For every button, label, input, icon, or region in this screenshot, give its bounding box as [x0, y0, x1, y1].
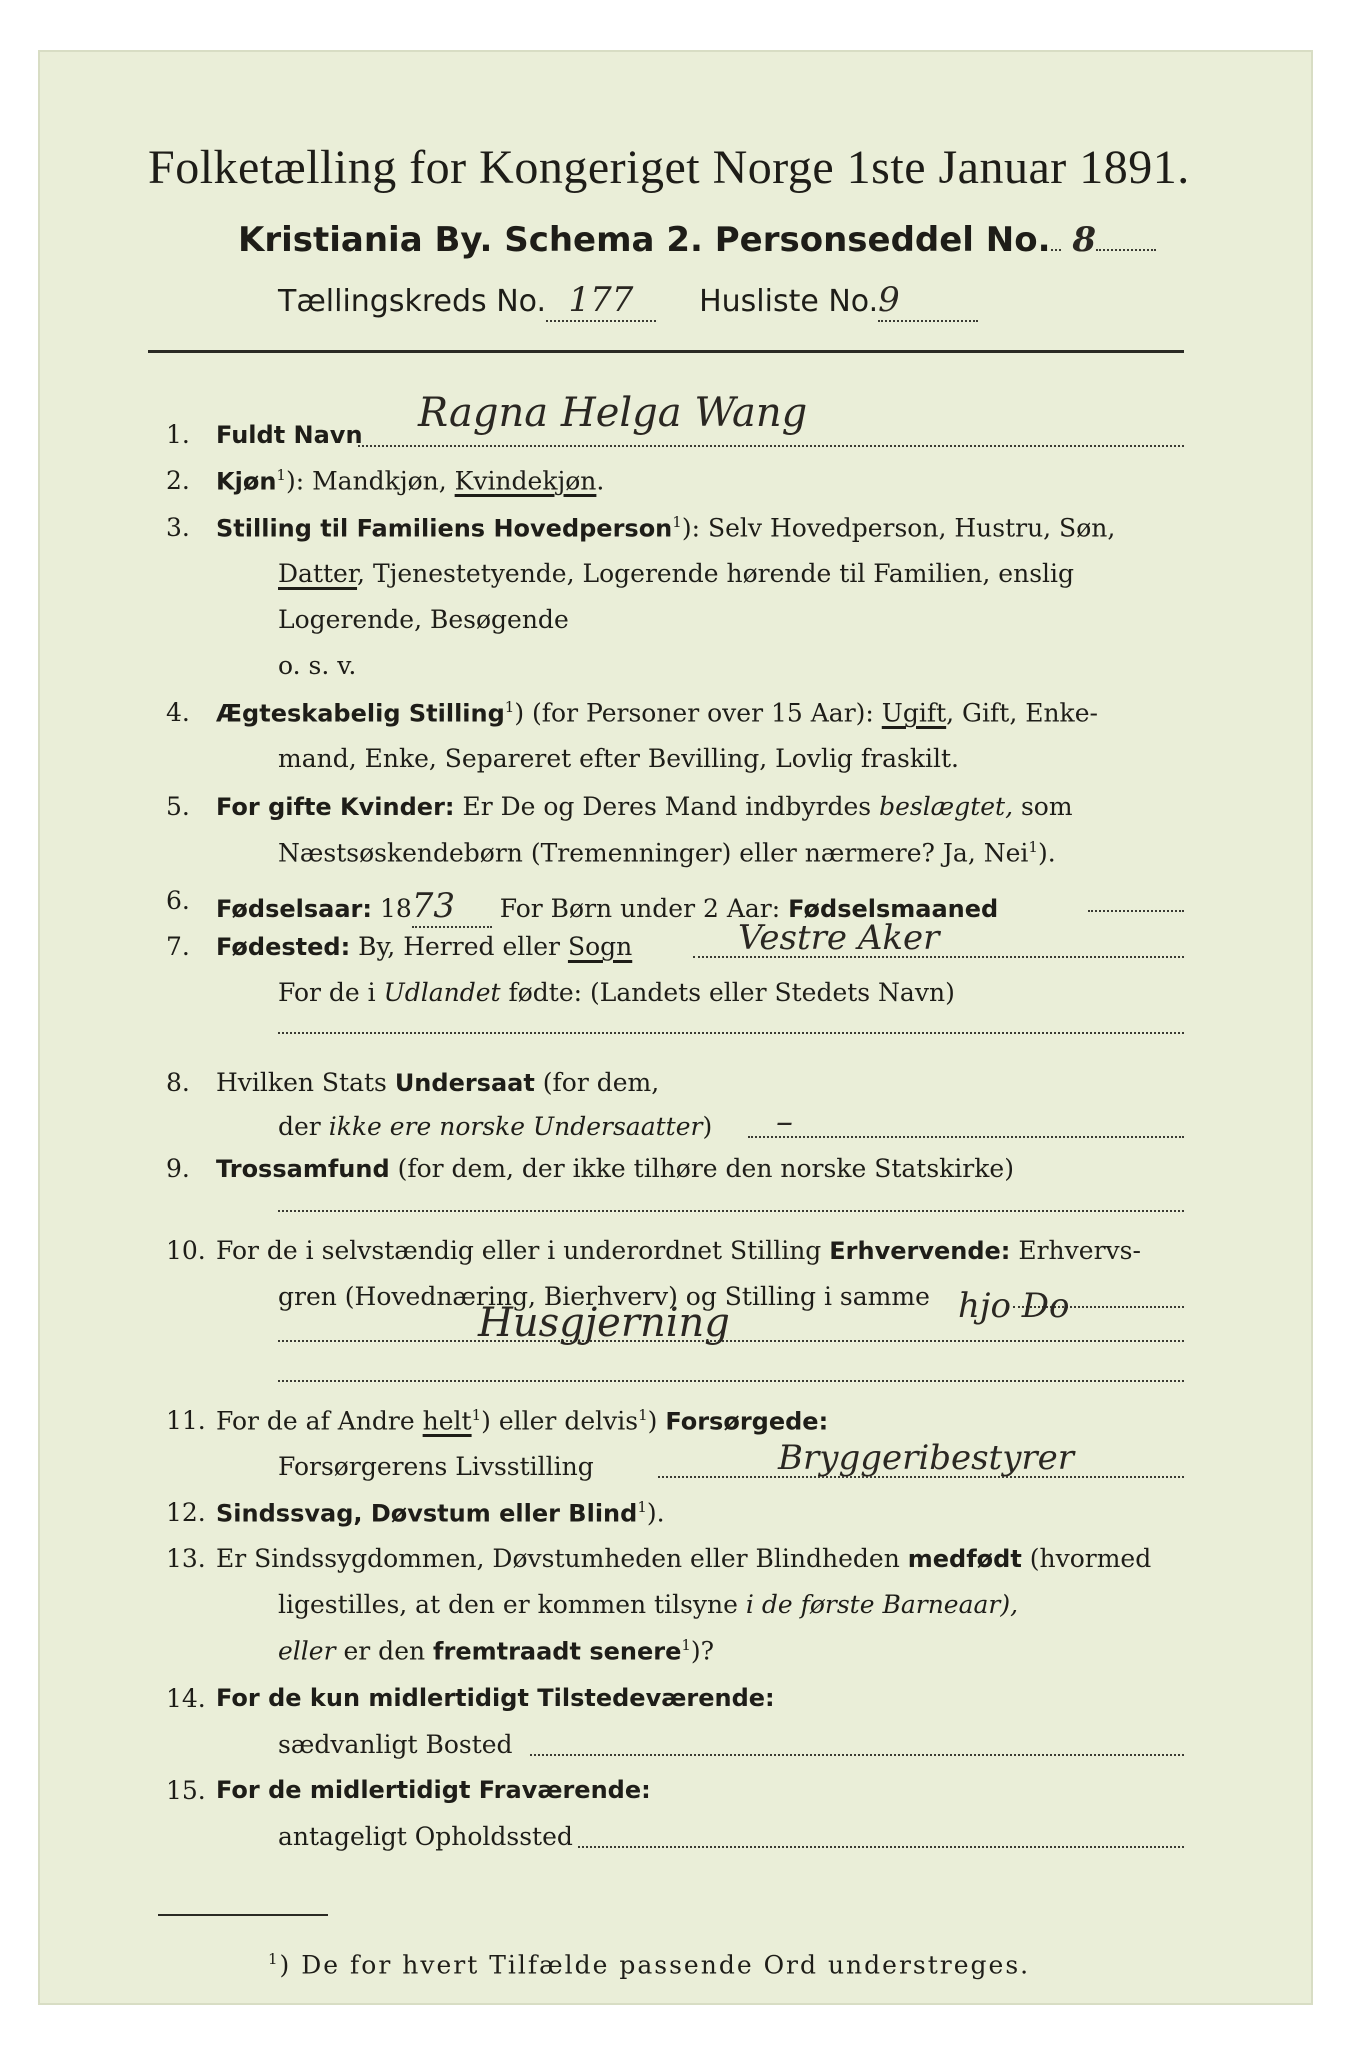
birthplace-value: Vestre Aker [738, 918, 940, 958]
item-number: 2. [166, 466, 190, 495]
disability-line [216, 1498, 665, 1527]
husliste-number: 9 [878, 280, 978, 322]
footnote-ref: 1 [276, 466, 286, 484]
religion-line [216, 1154, 1014, 1183]
married-women-label: For gifte Kvinder: [216, 793, 455, 821]
marital-line1 [216, 698, 1098, 727]
family-position-line3: Logerende, Besøgende [278, 605, 569, 634]
family-position-options-2: , Tjenestetyende, Logerende hørende til Familien, enslig [357, 559, 1075, 588]
husliste-label: Husliste No. [699, 284, 879, 319]
schema-label: Kristiania By. Schema 2. Personseddel No. [238, 220, 1051, 260]
footnote-ref: 1 [638, 1406, 648, 1424]
congenital-line3 [278, 1636, 714, 1665]
tallingskreds-number: 177 [546, 280, 656, 322]
full-name-label: Fuldt Navn [216, 421, 363, 449]
footnote-text: ) De for hvert Tilfælde passende Ord understreges. [279, 1950, 1031, 1980]
family-position-selected: Datter [278, 559, 358, 588]
citizenship-label: Undersaat [394, 1069, 535, 1097]
marital-text-tail: , Gift, Enke- [946, 698, 1098, 728]
family-position-label: Stilling til Familiens Hovedperson [216, 514, 673, 543]
item-number: 13. [166, 1544, 206, 1573]
footnote-ref: 1 [504, 698, 515, 716]
congenital-text-tail: (hvormed [1021, 1544, 1152, 1573]
birthplace-line2 [278, 978, 955, 1007]
provider-label: Forsørgerens Livsstilling [278, 1452, 594, 1481]
gender-label: Kjøn [216, 467, 277, 496]
footnote-ref: 1 [637, 1498, 647, 1516]
census-form-sheet [38, 50, 1313, 2005]
birth-year-prefix: 18 [379, 894, 412, 923]
item-number: 5. [166, 792, 190, 821]
full-name-line [358, 445, 1184, 447]
gender-selected: Kvindekjøn [454, 466, 597, 496]
citizenship-text-tail: (for dem, [534, 1068, 660, 1097]
citizenship-value: – [776, 1102, 793, 1142]
item-number: 6. [166, 886, 190, 915]
header-divider [148, 350, 1184, 353]
marital-line2: mand, Enke, Separeret efter Bevilling, Lovlig fraskilt. [278, 744, 959, 773]
birth-month-line [1088, 910, 1184, 912]
item-number: 7. [166, 932, 190, 961]
religion-line [278, 1210, 1184, 1212]
item-number: 14. [166, 1684, 206, 1713]
occupation-line3-dots [278, 1340, 1184, 1342]
congenital-text: Er Sindssygdommen, Døvstumheden eller Blindheden [216, 1544, 908, 1573]
supported-selected: helt [422, 1406, 472, 1436]
usual-residence-label: sædvanligt Bosted [278, 1730, 513, 1759]
married-women-tail: som [1013, 792, 1073, 821]
footnote-rule [158, 1914, 328, 1916]
birth-month-text: For Børn under 2 Aar: [499, 894, 789, 923]
tallingskreds-label: Tællingskreds No. [278, 284, 546, 319]
congenital-text-3: er den [335, 1636, 434, 1666]
married-women-question: Næstsøskendebørn (Tremenninger) eller nærmere? Ja, Nei [278, 838, 1029, 868]
religion-text: (for dem, der ikke tilhøre den norske Statskirke) [389, 1154, 1014, 1183]
supported-text: For de af Andre [216, 1406, 423, 1436]
citizenship-italic: ikke ere norske Undersaatter [328, 1112, 703, 1141]
birthplace-selected: Sogn [567, 932, 633, 961]
birth-month-label: Fødselsmaaned [788, 895, 999, 923]
supported-label: Forsørgede: [665, 1407, 829, 1436]
congenital-label: medfødt [907, 1545, 1022, 1573]
temporary-present-label: For de kun midlertidigt Tilstedeværende: [216, 1684, 775, 1712]
schema-line [238, 220, 1156, 260]
family-position-line1 [216, 513, 1115, 542]
supported-text-3: ) [647, 1406, 666, 1436]
tally-line [278, 280, 978, 322]
married-women-text: Er De og Deres Mand indbyrdes [454, 792, 880, 821]
occupation-label: Erhvervende: [829, 1237, 1011, 1265]
family-position-line2 [278, 559, 1074, 588]
item-number: 1. [166, 420, 190, 449]
citizenship-text-2: der [278, 1112, 329, 1141]
citizenship-text: Hvilken Stats [216, 1068, 395, 1097]
birth-year-label: Fødselsaar: [216, 895, 372, 923]
married-women-italic: beslægtet, [879, 792, 1014, 821]
disability-tail: ). [646, 1498, 665, 1528]
personseddel-number: 8 [1072, 220, 1097, 260]
congenital-line1 [216, 1544, 1151, 1573]
occupation-line1 [216, 1236, 1141, 1265]
congenital-italic-2: eller [278, 1636, 336, 1666]
gender-options-text: ): Mandkjøn, [285, 466, 455, 496]
marital-label: Ægteskabelig Stilling [216, 699, 505, 728]
item-number: 4. [166, 698, 190, 727]
citizenship-line2 [278, 1112, 712, 1141]
footnote-ref: 1 [1028, 838, 1038, 856]
footnote-ref: 1 [681, 1636, 691, 1654]
marital-selected: Ugift [881, 698, 947, 728]
family-position-line4: o. s. v. [278, 651, 357, 680]
gender-tail: . [596, 466, 605, 496]
occupation-line4-dots [278, 1380, 1184, 1382]
occupation-text-tail: Erhvervs- [1010, 1236, 1141, 1265]
expected-stay-line [578, 1846, 1184, 1848]
item-number: 15. [166, 1776, 206, 1805]
religion-label: Trossamfund [216, 1155, 390, 1183]
marital-text: ) (for Personer over 15 Aar): [514, 698, 882, 728]
birthplace-line1 [216, 932, 632, 961]
congenital-tail: )? [690, 1636, 715, 1666]
footnote-ref: 1 [471, 1406, 482, 1424]
abroad-text: For de i [278, 978, 384, 1007]
occupation-position-value: hjo Do [958, 1286, 1070, 1326]
abroad-italic: Udlandet [383, 978, 501, 1007]
occupation-text: For de i selvstændig eller i underordnet Stilling [216, 1236, 830, 1265]
abroad-text-tail: fødte: (Landets eller Stedets Navn) [500, 978, 955, 1007]
item-number: 10. [166, 1236, 206, 1265]
item-number: 3. [166, 513, 190, 542]
footnote [268, 1950, 1030, 1979]
footnote-marker: 1 [268, 1950, 280, 1968]
occupation-line2: gren (Hovednæring, Bierhverv) og Stilling i samme [278, 1282, 930, 1311]
expected-stay-label: antageligt Opholdssted [278, 1822, 573, 1851]
full-name-value: Ragna Helga Wang [418, 390, 808, 436]
birthplace-text: By, Herred eller [350, 932, 568, 961]
temporary-absent-label: For de midlertidigt Fraværende: [216, 1776, 651, 1804]
congenital-text-2: ligestilles, at den er kommen tilsyne [278, 1590, 746, 1619]
married-women-line1 [216, 792, 1073, 821]
supported-text-2: ) eller delvis [481, 1406, 639, 1436]
citizenship-text-2-tail: ) [702, 1112, 713, 1141]
congenital-line2 [278, 1590, 1018, 1619]
item-number: 9. [166, 1154, 190, 1183]
birthplace-label: Fødested: [216, 933, 351, 961]
congenital-bold: fremtraadt senere [433, 1637, 682, 1666]
married-women-line2 [278, 838, 1056, 867]
married-women-question-tail: ). [1037, 838, 1056, 868]
item-number: 11. [166, 1406, 206, 1435]
occupation-value: Husgjerning [478, 1300, 730, 1346]
item-number: 12. [166, 1498, 206, 1527]
provider-value: Bryggeribestyrer [778, 1438, 1075, 1478]
citizenship-line [748, 1136, 1184, 1138]
disability-label: Sindssvag, Døvstum eller Blind [216, 1499, 638, 1528]
citizenship-line1 [216, 1068, 659, 1097]
supported-line1 [216, 1406, 828, 1435]
family-position-options: ): Selv Hovedperson, Hustru, Søn, [681, 513, 1116, 543]
item-number: 8. [166, 1068, 190, 1097]
usual-residence-line [530, 1754, 1184, 1756]
gender-line [216, 466, 604, 495]
congenital-italic: i de første Barneaar), [745, 1590, 1019, 1619]
abroad-line [278, 1032, 1184, 1034]
footnote-ref: 1 [672, 513, 682, 531]
birth-year-value: 73 [412, 886, 492, 928]
form-title: Folketælling for Kongeriget Norge 1ste Januar 1891. [148, 141, 1190, 194]
